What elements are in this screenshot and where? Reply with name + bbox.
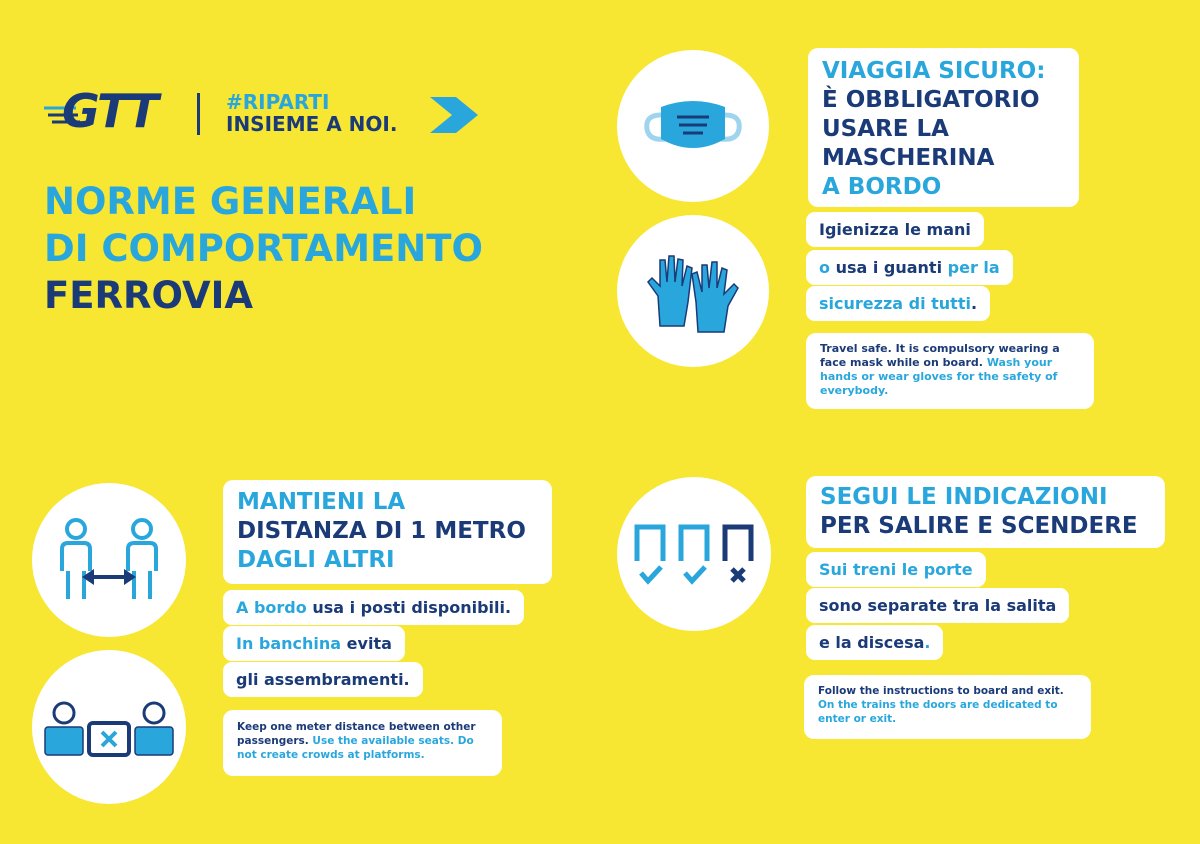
distance-text-line-1 (223, 590, 524, 625)
doors-heading-line-1: SEGUI LE INDICAZIONI (820, 484, 1108, 510)
distance-text-2b: evita (346, 634, 392, 653)
mask-text-line-2 (806, 250, 1013, 285)
mask-heading-line-2: È OBBLIGATORIO (822, 87, 1040, 113)
doors-english-box (804, 675, 1091, 739)
mask-english-b: Wash your hands or wear gloves for the safety of everybody. (820, 356, 1058, 397)
mask-text-line-1 (806, 212, 984, 247)
gloves-icon-circle (617, 215, 769, 367)
brand-slogan: INSIEME A NOI. (226, 112, 398, 136)
distance-text-line-3 (223, 662, 423, 697)
brand-divider (197, 93, 200, 135)
mask-english-a: Travel safe. It is compulsory wearing a face mask while on board. (820, 342, 1060, 369)
mask-heading-line-4: MASCHERINA (822, 145, 995, 171)
gloves-icon (638, 246, 748, 336)
doors-icon (629, 519, 759, 589)
doors-heading-line-2: PER SALIRE E SCENDERE (820, 513, 1138, 539)
mask-english-box (806, 333, 1094, 409)
mask-heading-box (808, 48, 1079, 207)
mask-text-2b: usa i guanti (835, 258, 943, 277)
mask-heading-line-3: USARE LA (822, 116, 949, 142)
doors-english-a: Follow the instructions to board and exit. (818, 685, 1064, 697)
gtt-logo (42, 84, 182, 140)
doors-heading-box (806, 476, 1165, 548)
mask-icon-circle (617, 50, 769, 202)
brand-hashtag: #RIPARTI (226, 90, 330, 114)
distance-heading-line-3: DAGLI ALTRI (237, 547, 395, 573)
seats-icon-circle (32, 650, 186, 804)
distance-text-1a: A bordo (236, 598, 313, 617)
social-distance-icon (54, 515, 164, 605)
doors-icon-circle (617, 477, 771, 631)
mask-text-line-3 (806, 286, 990, 321)
doors-text-3a: e la discesa (819, 633, 925, 652)
doors-text-3b: . (924, 633, 931, 652)
title-line-3: FERROVIA (44, 274, 254, 317)
mask-heading-line-1: VIAGGIA SICURO: (822, 58, 1046, 84)
distance-text-3a: gli assembramenti. (236, 670, 410, 689)
doors-text-line-3 (806, 625, 943, 660)
mask-text-2a: o (819, 258, 836, 277)
mask-text-3b: . (970, 294, 978, 313)
distance-english-box (223, 710, 502, 776)
seats-icon (39, 697, 179, 757)
title-line-1: NORME GENERALI (44, 180, 417, 223)
distance-english-b: Use the available seats. Do not create crowds at platforms. (237, 735, 474, 761)
mask-heading-line-5: A BORDO (822, 174, 942, 200)
gtt-logo-text: GTT (62, 84, 157, 138)
distance-icon-circle (32, 483, 186, 637)
distance-text-1b: usa i posti disponibili. (312, 598, 512, 617)
distance-text-line-2 (223, 626, 405, 661)
mask-text-1a: Igienizza le mani (819, 220, 971, 239)
mask-text-3a: sicurezza di tutti (819, 294, 971, 313)
chevron-right-icon (430, 97, 478, 133)
distance-english-a: Keep one meter distance between other passengers. (237, 721, 476, 747)
face-mask-icon (643, 91, 743, 161)
page-title (44, 178, 483, 319)
title-line-2: DI COMPORTAMENTO (44, 227, 483, 270)
mask-text-2c: per la (942, 258, 1000, 277)
doors-text-1a: Sui treni le porte (819, 560, 973, 579)
distance-heading-box (223, 480, 552, 584)
doors-text-2a: sono separate tra la salita (819, 596, 1057, 615)
doors-text-line-2 (806, 588, 1069, 623)
doors-english-b: On the trains the doors are dedicated to enter or exit. (818, 699, 1058, 725)
distance-text-2a: In banchina (236, 634, 347, 653)
distance-heading-line-1: MANTIENI LA (237, 489, 406, 515)
doors-text-line-1 (806, 552, 986, 587)
distance-heading-line-2: DISTANZA DI 1 METRO (237, 518, 526, 544)
